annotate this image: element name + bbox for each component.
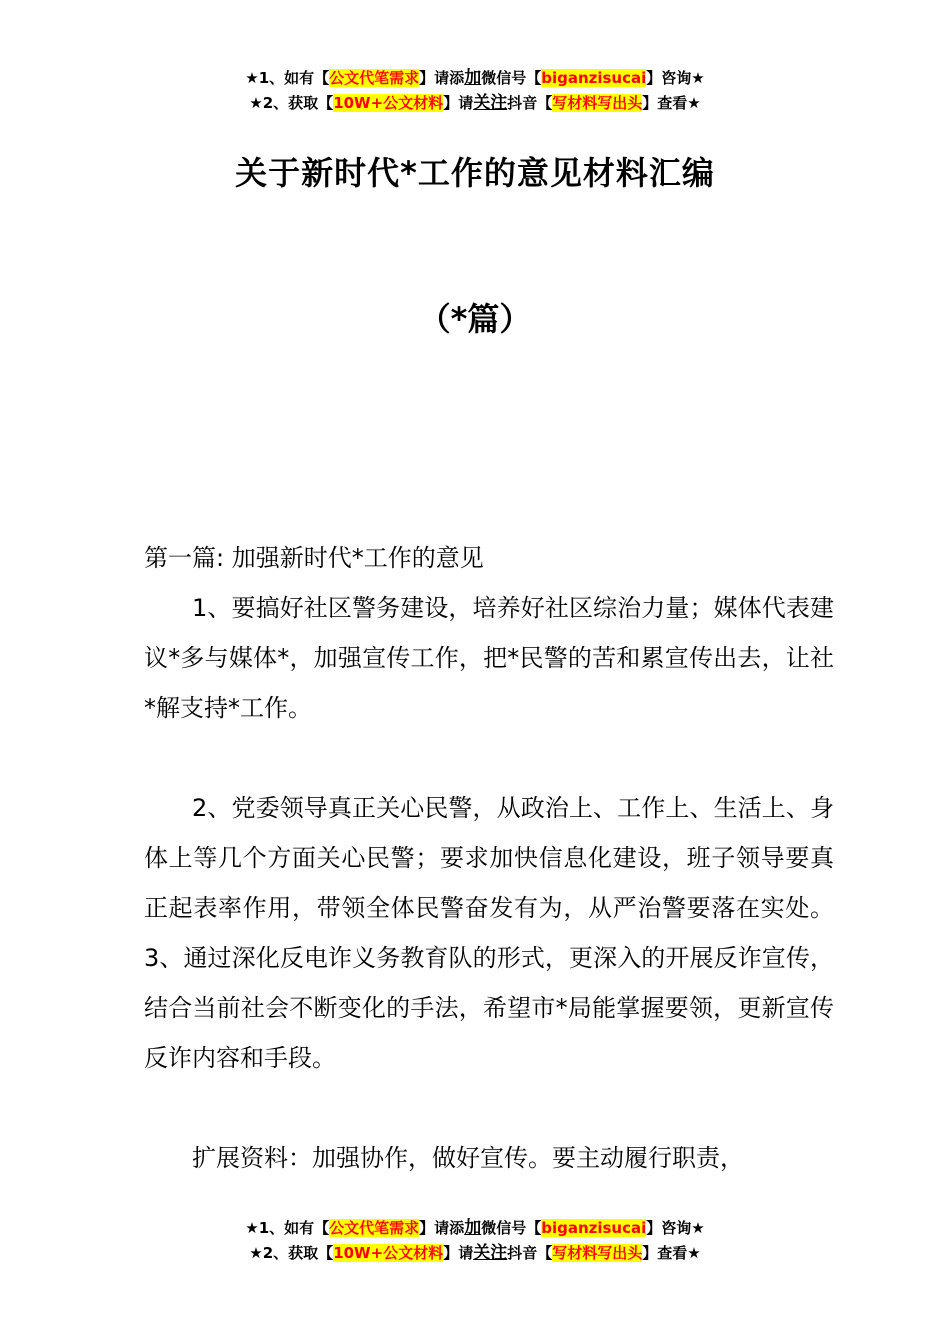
banner-highlight: 公文代笔需求 — [329, 1219, 420, 1237]
banner-line-2: ★2、获取【10W+公文材料】请关注抖音【写材料写出头】查看★ — [249, 1243, 701, 1263]
banner-highlight: biganzisucai — [541, 69, 647, 87]
footer-banner — [0, 1216, 950, 1266]
banner-emphasis: 关注 — [473, 1243, 508, 1263]
paragraph-3: 扩展资料：加强协作，做好宣传。要主动履行职责， — [192, 1144, 744, 1172]
document-subtitle: （*篇） — [418, 300, 532, 338]
paragraph-spacer — [144, 733, 834, 783]
paragraph-1: 1、要搞好社区警务建设，培养好社区综治力量；媒体代表建议*多与媒体*，加强宣传工作，把*民警的苦和累宣传出去，让社*解支持*工作。 — [144, 594, 834, 722]
banner-highlight: 10W+公文材料 — [333, 94, 444, 112]
banner-line-2: ★2、获取【10W+公文材料】请关注抖音【写材料写出头】查看★ — [249, 93, 701, 113]
document-body — [144, 533, 834, 1183]
banner-highlight: 公文代笔需求 — [329, 69, 420, 87]
banner-emphasis: 关注 — [473, 93, 508, 113]
header-banner — [0, 66, 950, 116]
banner-highlight: 写材料写出头 — [552, 1244, 643, 1262]
banner-line-1: ★1、如有【公文代笔需求】请添加微信号【biganzisucai】咨询★ — [245, 1218, 705, 1238]
banner-highlight: 10W+公文材料 — [333, 1244, 444, 1262]
document-title: 关于新时代*工作的意见材料汇编 — [235, 154, 715, 192]
banner-highlight: 写材料写出头 — [552, 94, 643, 112]
banner-emphasis: 加 — [464, 68, 482, 88]
paragraph-2: 2、党委领导真正关心民警，从政治上、工作上、生活上、身体上等几个方面关心民警；要求加快信息化建设，班子领导要真正起表率作用，带领全体民警奋发有为，从严治警要落在实处。3、通过深化反电诈义务教育队的形式，更深入的开展反诈宣传，结合当前社会不断变化的手法，希望市*局能掌握要领，更新宣传反诈内容和手段。 — [144, 794, 834, 1072]
banner-emphasis: 加 — [464, 1218, 482, 1238]
section-heading: 第一篇: 加强新时代*工作的意见 — [144, 544, 484, 572]
banner-line-1: ★1、如有【公文代笔需求】请添加微信号【biganzisucai】咨询★ — [245, 68, 705, 88]
banner-highlight: biganzisucai — [541, 1219, 647, 1237]
paragraph-spacer — [144, 1083, 834, 1133]
